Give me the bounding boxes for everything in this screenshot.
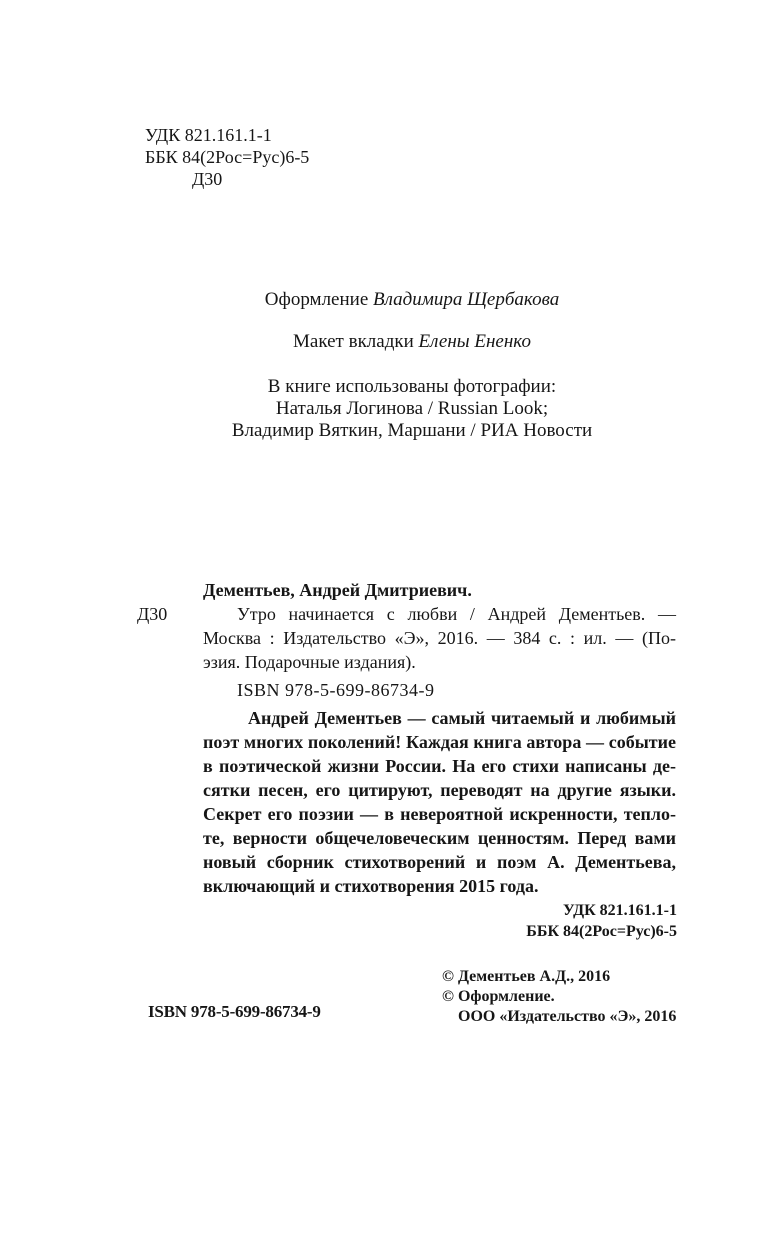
design-credit-name: Владимира Щербакова: [373, 289, 560, 310]
card-description-line: Москва : Издательство «Э», 2016. — 384 с. : ил. — (По-: [203, 628, 676, 648]
annotation-line: Андрей Дементьев — самый читаемый и любимый: [248, 708, 676, 728]
layout-credit-label: Макет вкладки: [293, 331, 414, 352]
card-isbn: ISBN 978-5-699-86734-9: [237, 680, 435, 700]
bbk-code: ББК 84(2Рос=Рус)6-5: [145, 147, 310, 167]
annotation-block: [203, 706, 676, 898]
copyright-author-line: © Дементьев А.Д., 2016: [442, 968, 611, 985]
design-credit-line: [148, 289, 676, 311]
copyright-block: [442, 967, 676, 1027]
design-credit-label: Оформление: [264, 289, 369, 310]
udc-code-right: УДК 821.161.1-1: [562, 902, 677, 919]
copyright-publisher-line: ООО «Издательство «Э», 2016: [458, 1008, 677, 1025]
bbk-code-right: ББК 84(2Рос=Рус)6-5: [526, 923, 677, 940]
annotation-line: Секрет его поэзии — в невероятной искренности, тепло-: [203, 804, 676, 824]
card-author-code: Д30: [137, 604, 168, 624]
catalog-card: [137, 578, 676, 702]
annotation-line: те, верности общечеловеческим ценностям. Перед вами: [203, 828, 676, 848]
footer-isbn: ISBN 978-5-699-86734-9: [148, 1002, 321, 1021]
author-code: Д30: [192, 169, 223, 189]
annotation-line: новый сборник стихотворений и поэм А. Дементьева,: [203, 852, 676, 872]
right-codes-block: [526, 900, 677, 942]
annotation-line: поэт многих поколений! Каждая книга автора — событие: [203, 732, 676, 752]
photo-credits-block: [148, 376, 676, 442]
card-description: [137, 602, 676, 674]
photo-credits-line-2: Владимир Вяткин, Маршани / РИА Новости: [231, 420, 593, 441]
card-description-line: Утро начинается с любви / Андрей Дементьев. —: [237, 604, 676, 624]
layout-credit-name: Елены Ененко: [418, 331, 531, 352]
top-codes-block: [145, 124, 309, 190]
annotation-line: в поэтической жизни России. На его стихи написаны де-: [203, 756, 676, 776]
copyright-design-line: © Оформление.: [442, 988, 555, 1005]
photo-credits-intro: В книге использованы фотографии:: [267, 376, 557, 397]
annotation-line: сятки песен, его цитируют, переводят на другие языки.: [203, 780, 676, 800]
card-description-line: эзия. Подарочные издания).: [203, 652, 416, 672]
layout-credit-line: [148, 331, 676, 353]
udc-code: УДК 821.161.1-1: [145, 125, 272, 145]
card-author-heading: Дементьев, Андрей Дмитриевич.: [203, 580, 472, 600]
photo-credits-line-1: Наталья Логинова / Russian Look;: [275, 398, 549, 419]
annotation-line: включающий и стихотворения 2015 года.: [203, 876, 539, 896]
